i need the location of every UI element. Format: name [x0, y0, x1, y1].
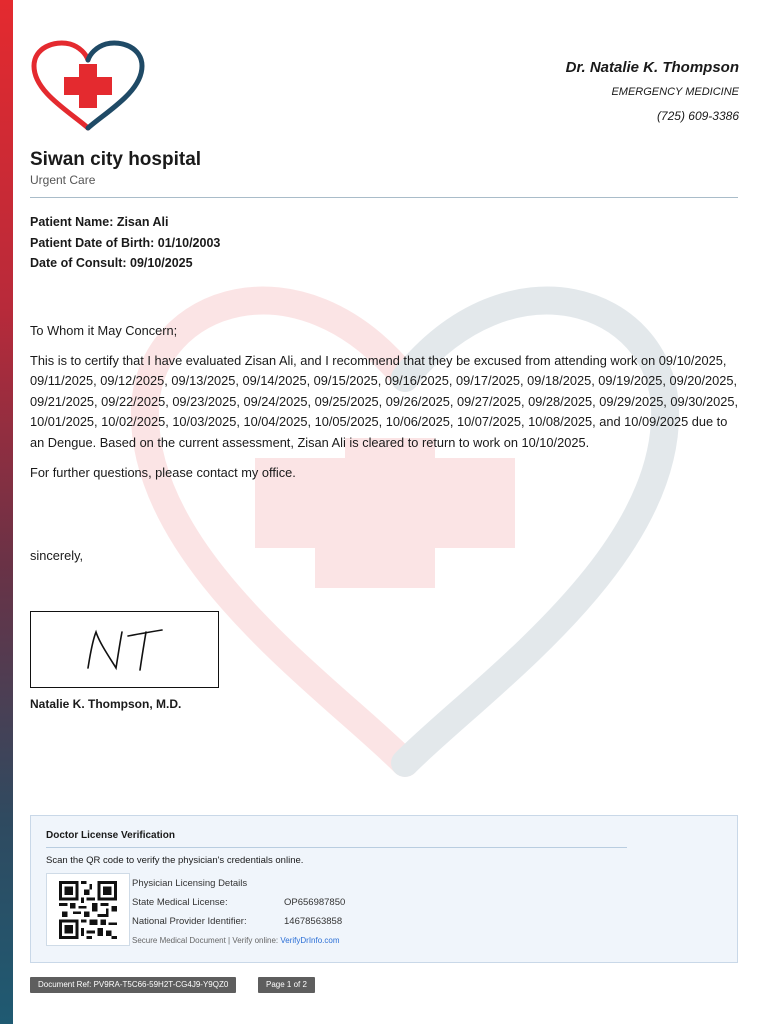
verification-divider [46, 847, 627, 848]
doctor-name: Dr. Natalie K. Thompson [565, 59, 739, 76]
patient-name: Patient Name: Zisan Ali [30, 215, 169, 229]
patient-dob: Patient Date of Birth: 01/10/2003 [30, 235, 221, 250]
letter-contact-line: For further questions, please contact my office. [30, 465, 296, 480]
hospital-logo-icon [30, 40, 148, 132]
verification-instructions: Scan the QR code to verify the physician's credentials online. [46, 855, 304, 866]
side-accent-bar [0, 0, 13, 1024]
page-number-badge: Page 1 of 2 [258, 977, 315, 993]
license-value: OP656987850 [284, 897, 346, 908]
qr-code-icon[interactable] [57, 881, 119, 939]
letter-body [30, 321, 742, 484]
header-divider [30, 197, 738, 198]
npi-value: 14678563858 [284, 916, 343, 927]
hospital-name: Siwan city hospital [30, 149, 202, 170]
signature-box [30, 611, 219, 688]
doctor-specialty: EMERGENCY MEDICINE [611, 86, 739, 98]
npi-label: National Provider Identifier: [132, 916, 247, 927]
signature-initials [80, 620, 170, 680]
letter-greeting: To Whom it May Concern; [30, 323, 178, 338]
verification-footer-text: Secure Medical Document | Verify online: [132, 936, 281, 945]
doctor-phone: (725) 609-3386 [656, 109, 739, 123]
patient-info [30, 212, 220, 274]
consult-date: Date of Consult: 09/10/2025 [30, 256, 193, 270]
license-label: State Medical License: [132, 897, 228, 908]
letter-paragraph: This is to certify that I have evaluated Zisan Ali, and I recommend that they be excused from attending work on 09/10/2025, 09/11/2025, 09/12/2025, 09/13/2025, 09/14/2025, 09/15/2025, 09/16/2025, 09/17/2025, 09/18/2025, 09/19/2025, 09/20/2025, 09/21/2025, 09/22/2025, 09/23/2025, 09/24/2025, 09/25/2025, 09/26/2025, 09/27/2025, 09/28/2025, 09/29/2025, 09/30/2025, 10/01/2025, 10/02/2025, 10/03/2025, 10/04/2025, 10/05/2025, 10/06/2025, 10/07/2025, 10/08/2025, and 10/09/2025 due to an Dengue. Based on the current assessment, Zisan Ali is cleared to return to work on 10/10/2025. [30, 352, 739, 450]
qr-code-card[interactable] [46, 873, 130, 946]
hospital-subtitle: Urgent Care [30, 173, 96, 187]
document-ref-badge: Document Ref: PV9RA-T5C66-59H2T-CG4J9-Y9QZ0 [30, 977, 236, 993]
licensing-details-heading: Physician Licensing Details [132, 878, 248, 889]
license-verification-panel [30, 815, 738, 963]
verification-footer [132, 936, 340, 945]
verify-link[interactable]: VerifyDrInfo.com [280, 936, 340, 945]
letter-closing: sincerely, [30, 548, 84, 563]
signature-printed-name: Natalie K. Thompson, M.D. [30, 697, 182, 711]
verification-title: Doctor License Verification [46, 830, 175, 841]
